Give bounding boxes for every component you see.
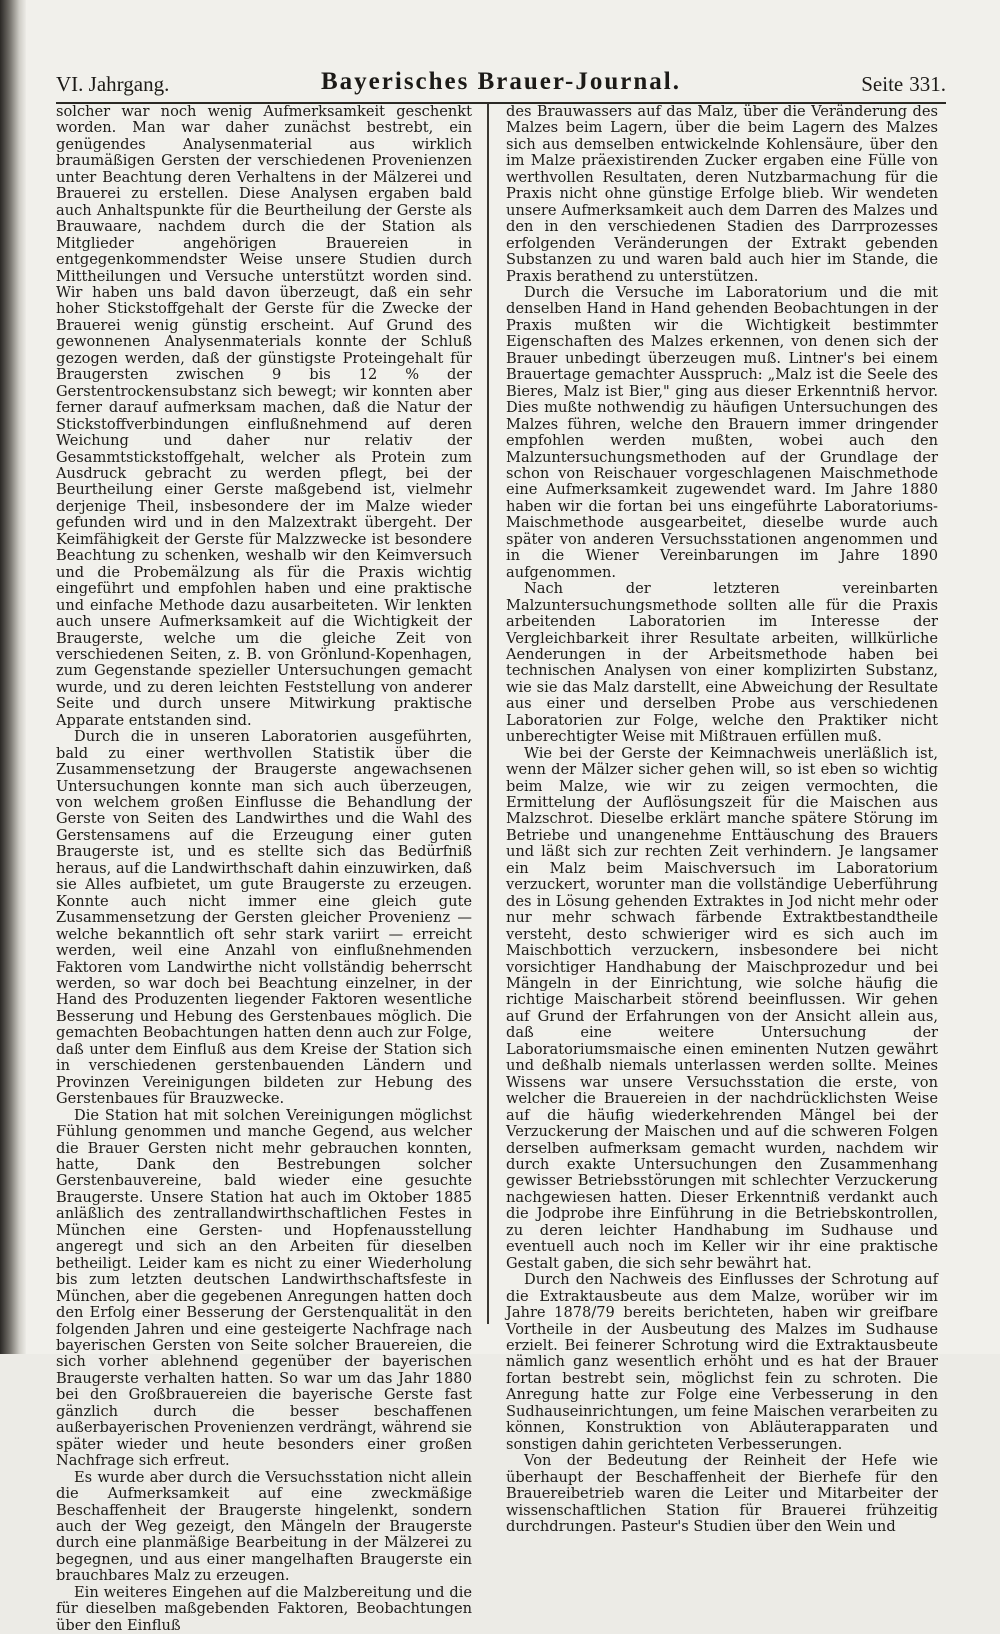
page-number-label: [855, 72, 946, 97]
paragraph: Durch die Versuche im Laboratorium und die mit denselben Hand in Hand gehenden Beobachtungen in der Praxis mußten wir die Wichtigkeit bestimmter Eigenschaften des Malzes erkennen, von denen sich der Brauer unbedingt überzeugen muß. Lintner's bei einem Brauertage gemachter Ausspruch: „Malz ist die Seele des Bieres, Malz ist Bier," ging aus dieser Erkenntniß hervor. Dies mußte nothwendig zu häufigen Untersuchungen des Malzes führen, welche den Brauern immer dringender empfohlen werden mußten, wobei auch den Malzuntersuchungsmethoden auf der Grundlage der schon von Reischauer vorgeschlagenen Maischmethode eine Aufmerksamkeit zugewendet ward. Im Jahre 1880 haben wir die fortan bei uns eingeführte Laboratoriums-Maischmethode ausgearbeitet, dieselbe wurde auch später von anderen Versuchsstationen angenommen und in die Wiener Vereinbarungen im Jahre 1890 aufgenommen.: [506, 283, 938, 581]
book-binding-shadow: [0, 0, 26, 1354]
paragraph: Von der Bedeutung der Reinheit der Hefe wie überhaupt der Beschaffenheit der Bierhefe für den Brauereibetrieb waren die Leiter und Mitarbeiter der wissenschaftlichen Station für Brauerei frühzeitig durchdrungen. Pasteur's Studien über den Wein und: [506, 1452, 938, 1535]
column-divider: [487, 104, 489, 1324]
page-header: [56, 68, 946, 104]
paragraph: solcher war noch wenig Aufmerksamkeit geschenkt worden. Man war daher zunächst bestrebt, ein genügendes Analysenmaterial aus wirklich braumäßigen Gersten der verschiedenen Provenienzen unter Beachtung deren Verhaltens in der Mälzerei und Brauerei zu erstellen. Diese Analysen ergaben bald auch Anhaltspunkte für die Beurtheilung der Gerste als Brauwaare, nachdem durch die der Station als Mitglieder angehörigen Brauereien in entgegenkommendster Weise unsere Studien durch Mittheilungen und Versuche unterstützt worden sind. Wir haben uns bald davon überzeugt, daß ein sehr hoher Stickstoffgehalt der Gerste für die Zwecke der Brauerei wenig günstig erscheint. Auf Grund des gewonnenen Analysenmaterials konnte der Schluß gezogen werden, daß der günstigste Proteingehalt für Braugersten zwischen 9 bis 12 % der Gerstentrockensubstanz sich bewegt; wir konnten aber ferner darauf aufmerksam machen, daß die Natur der Stickstoffverbindungen einflußnehmend auf deren Weichung und daher nur relativ der Gesammtstickstoffgehalt, welcher als Protein zum Ausdruck gebracht zu werden pflegt, bei der Beurtheilung einer Gerste maßgebend ist, vielmehr derjenige Theil, insbesondere der im Malze wieder gefunden wird und in den Malzextrakt übergeht. Der Keimfähigkeit der Gerste für Malzzwecke ist besondere Beachtung zu schenken, weshalb wir den Keimversuch und die Probemälzung als für die Praxis wichtig eingeführt und empfohlen haben und eine praktische und einfache Methode dazu ausarbeiteten. Wir lenkten auch unsere Aufmerksamkeit auf die Wichtigkeit der Braugerste, welche um die gleiche Zeit von verschiedenen Seiten, z. B. von Grönlund-Kopenhagen, zum Gegenstande spezieller Untersuchungen gemacht wurde, und zu deren leichten Feststellung von anderer Seite und durch unsere Mitwirkung praktische Apparate entstanden sind.: [56, 103, 472, 729]
volume-label: VI. Jahrgang.: [56, 72, 170, 96]
paragraph: Ein weiteres Eingehen auf die Malzbereitung und die für dieselben maßgebenden Faktoren, Beobachtungen über den Einfluß: [56, 1583, 472, 1634]
paragraph: Es wurde aber durch die Versuchsstation nicht allein die Aufmerksamkeit auf eine zweckmäßige Beschaffenheit der Braugerste hingelenkt, sondern auch der Weg gezeigt, den Mängeln der Braugerste durch eine planmäßige Bearbeitung in der Mälzerei zu begegnen, und aus einer mangelhaften Braugerste ein brauchbares Malz zu erzeugen.: [56, 1468, 472, 1585]
right-text-column: [506, 103, 938, 1535]
left-text-column: [56, 103, 472, 1634]
page-number: 331.: [909, 72, 946, 96]
paragraph: Durch die in unseren Laboratorien ausgeführten, bald zu einer werthvollen Statistik über die Zusammensetzung der Braugerste angewachsenen Untersuchungen konnte man sich auch überzeugen, von welchem großen Einflusse die Behandlung der Gerste von Seiten des Landwirthes und die Wahl des Gerstensamens auf die Erzeugung einer guten Braugerste ist, und es stellte sich das Bedürfniß heraus, auf die Landwirthschaft dahin einzuwirken, daß sie Alles aufbietet, um gute Braugerste zu erzeugen. Konnte auch nicht immer eine gleich gute Zusammensetzung der Gersten gleicher Provenienz — welche bekanntlich oft sehr stark variirt — erreicht werden, weil eine Anzahl von einflußnehmenden Faktoren vom Landwirthe nicht vollständig beherrscht werden, so war doch bei Beachtung einzelner, in der Hand des Produzenten liegender Faktoren wesentliche Besserung und Hebung des Gerstenbaues möglich. Die gemachten Beobachtungen hatten denn auch zur Folge, daß unter dem Einfluß aus dem Kreise der Station sich in verschiedenen gerstenbauenden Ländern und Provinzen Vereinigungen bildeten zur Hebung des Gerstenbaues für Brauzwecke.: [56, 728, 472, 1108]
paragraph: Die Station hat mit solchen Vereinigungen möglichst Fühlung genommen und manche Gegend, aus welcher die Brauer Gersten nicht mehr gebrauchen konnten, hatte, Dank den Bestrebungen solcher Gerstenbauvereine, bald wieder eine gesuchte Braugerste. Unsere Station hat auch im Oktober 1885 anläßlich des zentrallandwirthschaftlichen Festes in München eine Gersten- und Hopfenausstellung angeregt und sich an den Arbeiten für dieselben betheiligt. Leider kam es nicht zu einer Wiederholung bis zum letzten deutschen Landwirthschaftsfeste in München, aber die gegebenen Anregungen hatten doch den Erfolg einer Besserung der Gerstenqualität in den folgenden Jahren und eine gesteigerte Nachfrage nach bayerischen Gersten von Seite solcher Brauereien, die sich vorher ablehnend gegenüber der bayerischen Braugerste verhalten hatten. So war um das Jahr 1880 bei den Großbrauereien die bayerische Gerste fast gänzlich durch die besser beschaffenen außerbayerischen Provenienzen verdrängt, während sie später wieder und heute besonders einer großen Nachfrage sich erfreut.: [56, 1106, 472, 1470]
paragraph: Nach der letzteren vereinbarten Malzuntersuchungsmethode sollten alle für die Praxis arbeitenden Laboratorien im Interesse der Vergleichbarkeit ihrer Resultate arbeiten, willkürliche Aenderungen in der Arbeitsmethode haben bei technischen Analysen von einer komplizirten Substanz, wie sie das Malz darstellt, eine Abweichung der Resultate aus einer und derselben Probe aus verschiedenen Laboratorien zur Folge, welche den Praktiker nicht unberechtigter Weise mit Mißtrauen erfüllen muß.: [506, 580, 938, 746]
paragraph: des Brauwassers auf das Malz, über die Veränderung des Malzes beim Lagern, über die beim Lagern des Malzes sich aus demselben entwickelnde Kohlensäure, über den im Malze präexistirenden Zucker ergaben eine Fülle von werthvollen Resultaten, deren Nutzbarmachung für die Praxis nicht ohne günstige Erfolge blieb. Wir wendeten unsere Aufmerksamkeit auch dem Darren des Malzes und den in den verschiedenen Stadien des Darrprozesses erfolgenden Veränderungen der Extrakt gebenden Substanzen zu und waren bald auch hier im Stande, die Praxis berathend zu unterstützen.: [506, 103, 938, 285]
newspaper-page: [26, 0, 1000, 1634]
journal-title: Bayerisches Brauer-Journal.: [321, 68, 681, 95]
paragraph: Wie bei der Gerste der Keimnachweis unerläßlich ist, wenn der Mälzer sicher gehen will, so ist eben so wichtig beim Malze, wie wir zu zeigen vermochten, die Ermittelung der Auflösungszeit für die Maischen aus Malzschrot. Dieselbe erklärt manche spätere Störung im Betriebe und unangenehme Enttäuschung des Brauers und läßt sich zur rechten Zeit verhindern. Je langsamer ein Malz beim Maischversuch im Laboratorium verzuckert, worunter man die vollständige Ueberführung des in Lösung gehenden Extraktes in Jod nicht mehr oder nur mehr schwach färbende Extraktbestandtheile versteht, desto schwieriger wird es sich auch im Maischbottich verzuckern, insbesondere bei nicht vorsichtiger Handhabung der Maischprozedur und bei Mängeln in der Einrichtung, wie solche häufig die richtige Maischarbeit störend beeinflussen. Wir gehen auf Grund der Erfahrungen von der Ansicht allein aus, daß eine weitere Untersuchung der Laboratoriumsmaische einen eminenten Nutzen gewährt und deßhalb niemals unterlassen werden sollte. Meines Wissens war unsere Versuchsstation die erste, von welcher die Brauereien in der nachdrücklichsten Weise auf die häufig wiederkehrenden Mängel bei der Verzuckerung der Maischen und auf die schweren Folgen derselben aufmerksam gemacht wurden, nachdem wir durch exakte Untersuchungen den Zusammenhang gewisser Betriebsstörungen mit schlechter Verzuckerung nachgewiesen hatten. Dieser Erkenntniß verdankt auch die Jodprobe ihre Einführung in die Betriebskontrollen, zu deren leichter Handhabung im Sudhause und eventuell auch noch im Keller wir ihr eine praktische Gestalt gaben, die sich sehr bewährt hat.: [506, 744, 938, 1272]
page-word: Seite: [861, 72, 904, 96]
paragraph: Durch den Nachweis des Einflusses der Schrotung auf die Extraktausbeute aus dem Malze, worüber wir im Jahre 1878/79 bereits berichteten, haben wir greifbare Vortheile in der Ausbeutung des Malzes im Sudhause erzielt. Bei feinerer Schrotung wird die Extraktausbeute nämlich ganz wesentlich erhöht und es hat der Brauer fortan bestrebt sein, möglichst fein zu schroten. Die Anregung hatte zur Folge eine Verbesserung in den Sudhauseinrichtungen, um feine Maischen verarbeiten zu können, Konstruktion von Abläuterapparaten und sonstigen dahin gerichteten Verbesserungen.: [506, 1271, 938, 1453]
